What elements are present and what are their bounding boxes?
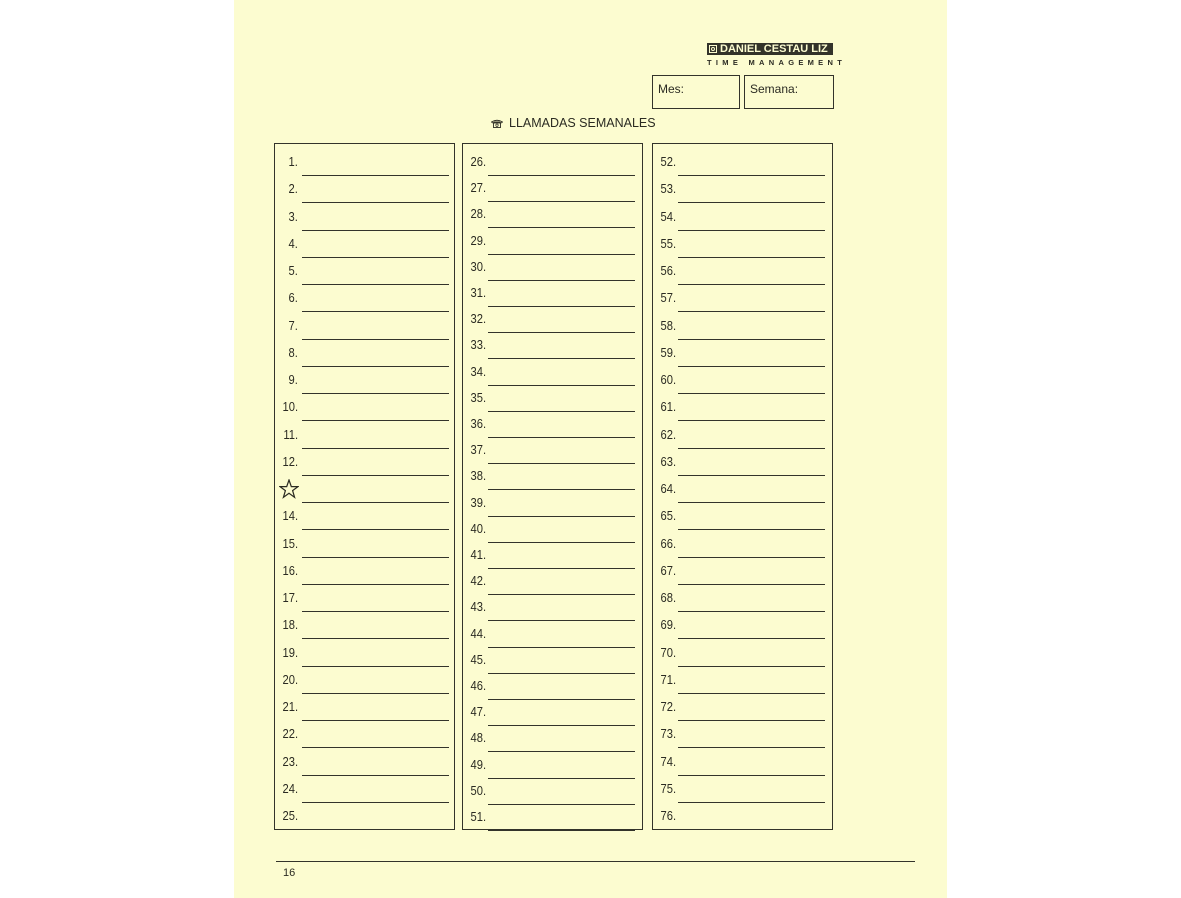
call-entry-line[interactable]: [302, 475, 449, 476]
call-number: 43.: [470, 599, 486, 615]
call-row: [653, 395, 832, 422]
call-row: [653, 586, 832, 613]
call-row: [463, 779, 642, 806]
call-entry-line[interactable]: [302, 829, 449, 830]
call-number: 50.: [470, 782, 486, 798]
week-field[interactable]: [744, 75, 834, 109]
call-number: 35.: [470, 389, 486, 405]
call-row: [463, 753, 642, 780]
call-entry-line[interactable]: [678, 693, 825, 694]
call-number: 63.: [660, 453, 676, 469]
footer-divider: [276, 861, 915, 862]
call-number: 39.: [470, 494, 486, 510]
call-row: [275, 286, 454, 313]
call-number: 47.: [470, 704, 486, 720]
call-number: 25.: [282, 808, 298, 823]
call-row: [463, 360, 642, 387]
call-row: [275, 259, 454, 286]
call-number: 29.: [470, 232, 486, 248]
call-entry-line[interactable]: [302, 584, 449, 585]
call-row: [463, 176, 642, 203]
call-entry-line[interactable]: [302, 693, 449, 694]
call-entry-line[interactable]: [302, 230, 449, 231]
call-number: 44.: [470, 625, 486, 641]
call-entry-line[interactable]: [678, 666, 825, 667]
call-entry-line[interactable]: [678, 475, 825, 476]
month-field[interactable]: [652, 75, 740, 109]
page-number: 16: [283, 867, 296, 879]
call-row: [275, 804, 454, 831]
call-entry-line[interactable]: [678, 557, 825, 558]
call-row: [275, 314, 454, 341]
call-entry-line[interactable]: [678, 257, 825, 258]
call-entry-line[interactable]: [302, 666, 449, 667]
call-number: 61.: [660, 399, 676, 415]
call-entry-line[interactable]: [302, 257, 449, 258]
call-number: 28.: [470, 206, 486, 222]
call-number: 31.: [470, 285, 486, 300]
call-row: [463, 595, 642, 622]
call-number: 23.: [282, 753, 298, 769]
call-row: [463, 412, 642, 439]
call-entry-line[interactable]: [302, 747, 449, 748]
call-row: [275, 450, 454, 477]
call-row: [463, 805, 642, 832]
call-number: 30.: [470, 258, 486, 274]
call-number: 12.: [282, 453, 298, 469]
call-entry-line[interactable]: [678, 366, 825, 367]
call-number: 32.: [470, 311, 486, 327]
call-row: [653, 150, 832, 177]
call-row: [275, 559, 454, 586]
call-row: [653, 613, 832, 640]
call-row: [463, 491, 642, 518]
call-entry-line[interactable]: [678, 802, 825, 803]
call-entry-line[interactable]: [302, 557, 449, 558]
call-entry-line[interactable]: [678, 420, 825, 421]
call-number: 8.: [288, 344, 298, 360]
call-entry-line[interactable]: [302, 339, 449, 340]
call-entry-line[interactable]: [302, 502, 449, 503]
call-row: [653, 177, 832, 204]
call-entry-line[interactable]: [678, 339, 825, 340]
call-row: [653, 423, 832, 450]
call-row: [463, 229, 642, 256]
call-row: [275, 695, 454, 722]
call-number: 4.: [288, 235, 298, 251]
call-number: 16.: [282, 562, 298, 578]
call-entry-line[interactable]: [678, 611, 825, 612]
call-entry-line[interactable]: [488, 830, 635, 831]
call-row: [463, 307, 642, 334]
call-entry-line[interactable]: [302, 393, 449, 394]
call-row: [653, 286, 832, 313]
call-row: [463, 386, 642, 413]
call-number: 66.: [660, 535, 676, 551]
call-row: [275, 232, 454, 259]
brand-name: DANIEL CESTAU LIZ: [720, 43, 828, 55]
call-number: 11.: [283, 426, 298, 442]
call-entry-line[interactable]: [302, 366, 449, 367]
call-number: 10.: [282, 399, 298, 415]
call-number: 5.: [288, 263, 298, 278]
call-number: 27.: [470, 180, 486, 196]
call-row: [653, 232, 832, 259]
call-number: 70.: [660, 644, 676, 660]
call-number: 55.: [660, 235, 676, 251]
call-row: [463, 648, 642, 675]
call-row: [275, 613, 454, 640]
call-entry-line[interactable]: [678, 502, 825, 503]
call-number: 7.: [288, 317, 298, 333]
call-number: 2.: [288, 181, 298, 197]
call-number: 6.: [288, 290, 298, 306]
call-number: 19.: [282, 644, 298, 660]
call-number: 45.: [470, 651, 486, 667]
call-number: 54.: [660, 208, 676, 224]
call-row: [463, 622, 642, 649]
call-number: 40.: [470, 520, 486, 536]
call-number: 76.: [660, 808, 676, 823]
call-row: [275, 205, 454, 232]
call-number: 33.: [470, 337, 486, 353]
call-entry-line[interactable]: [302, 448, 449, 449]
call-row: [653, 668, 832, 695]
call-row: [653, 532, 832, 559]
call-column-2: [462, 143, 643, 830]
call-number: 22.: [282, 726, 298, 742]
call-number: 72.: [660, 699, 676, 714]
call-row: [653, 722, 832, 749]
call-entry-line[interactable]: [678, 584, 825, 585]
call-row: [275, 477, 454, 504]
call-number: 42.: [470, 573, 486, 589]
call-row: [275, 368, 454, 395]
call-row: [275, 177, 454, 204]
call-row: [463, 569, 642, 596]
call-row: [653, 477, 832, 504]
call-number: 46.: [470, 678, 486, 693]
page-title-text: LLAMADAS SEMANALES: [509, 116, 656, 130]
call-number: 65.: [660, 508, 676, 524]
call-entry-line[interactable]: [678, 202, 825, 203]
call-entry-line[interactable]: [302, 311, 449, 312]
call-row: [275, 668, 454, 695]
call-number: 36.: [470, 416, 486, 431]
call-number: 52.: [660, 154, 676, 169]
call-number: 64.: [660, 481, 676, 496]
call-entry-line[interactable]: [678, 284, 825, 285]
call-row: [275, 423, 454, 450]
call-row: [275, 341, 454, 368]
call-row: [653, 695, 832, 722]
call-number: 18.: [282, 617, 298, 633]
call-row: [463, 726, 642, 753]
call-row: [653, 259, 832, 286]
call-row: [463, 674, 642, 701]
call-row: [275, 586, 454, 613]
brand-logo: [707, 43, 847, 67]
call-entry-line[interactable]: [302, 775, 449, 776]
call-row: [275, 641, 454, 668]
call-number: 34.: [470, 363, 486, 379]
call-number: 9.: [288, 372, 298, 387]
call-entry-line[interactable]: [678, 638, 825, 639]
call-entry-line[interactable]: [302, 284, 449, 285]
star-icon: [279, 479, 299, 499]
call-number: 3.: [288, 208, 298, 224]
call-row: [463, 517, 642, 544]
call-number: 74.: [660, 753, 676, 769]
call-entry-line[interactable]: [678, 175, 825, 176]
call-entry-line[interactable]: [302, 202, 449, 203]
call-number: 73.: [660, 726, 676, 742]
call-row: [653, 205, 832, 232]
call-number: 20.: [282, 671, 298, 687]
call-entry-line[interactable]: [302, 638, 449, 639]
telephone-icon: [491, 119, 503, 128]
copyright-icon: [709, 45, 717, 53]
call-row: [275, 504, 454, 531]
call-row: [653, 804, 832, 831]
call-row: [275, 722, 454, 749]
call-number: 56.: [660, 263, 676, 278]
call-number: 17.: [282, 590, 298, 605]
call-row: [463, 255, 642, 282]
call-entry-line[interactable]: [678, 311, 825, 312]
call-row: [275, 750, 454, 777]
call-row: [653, 368, 832, 395]
week-label: Semana:: [750, 82, 799, 96]
call-row: [653, 314, 832, 341]
call-number: 68.: [660, 590, 676, 605]
call-entry-line[interactable]: [678, 829, 825, 830]
call-row: [653, 641, 832, 668]
month-label: Mes:: [658, 82, 685, 96]
call-number: 51.: [470, 809, 486, 824]
call-row: [275, 395, 454, 422]
call-number: 71.: [660, 671, 676, 687]
brand-name-bar: [707, 43, 833, 55]
call-entry-line[interactable]: [678, 775, 825, 776]
call-row: [463, 281, 642, 308]
call-number: 57.: [660, 290, 676, 306]
call-number: 67.: [660, 562, 676, 578]
call-number: 41.: [470, 547, 486, 562]
call-row: [653, 504, 832, 531]
call-column-3: [652, 143, 833, 830]
brand-tagline: TIME MANAGEMENT: [707, 58, 847, 67]
call-entry-line[interactable]: [678, 529, 825, 530]
call-number: 26.: [470, 154, 486, 169]
call-number: 48.: [470, 730, 486, 746]
call-row: [463, 464, 642, 491]
call-entry-line[interactable]: [678, 747, 825, 748]
call-entry-line[interactable]: [678, 393, 825, 394]
call-number: 24.: [282, 780, 298, 796]
call-number: 59.: [660, 344, 676, 360]
call-number: 75.: [660, 780, 676, 796]
call-entry-line[interactable]: [302, 802, 449, 803]
call-row: [463, 333, 642, 360]
call-number: 53.: [660, 181, 676, 197]
call-number: 58.: [660, 317, 676, 333]
call-entry-line[interactable]: [302, 611, 449, 612]
call-number: 37.: [470, 442, 486, 458]
call-entry-line[interactable]: [302, 420, 449, 421]
call-row: [275, 150, 454, 177]
call-row: [463, 438, 642, 465]
call-row: [653, 450, 832, 477]
call-entry-line[interactable]: [302, 720, 449, 721]
call-entry-line[interactable]: [678, 448, 825, 449]
call-row: [275, 777, 454, 804]
call-number: 1.: [288, 154, 298, 169]
call-number: 60.: [660, 372, 676, 387]
call-number: 62.: [660, 426, 676, 442]
call-entry-line[interactable]: [302, 529, 449, 530]
call-number: 14.: [282, 508, 298, 524]
call-entry-line[interactable]: [302, 175, 449, 176]
call-row: [653, 750, 832, 777]
call-row: [463, 543, 642, 570]
call-number: 21.: [282, 699, 298, 714]
page-title: [491, 116, 656, 130]
call-number: 38.: [470, 468, 486, 484]
call-row: [653, 559, 832, 586]
call-row: [463, 700, 642, 727]
call-number: 49.: [470, 756, 486, 772]
call-row: [653, 777, 832, 804]
call-row: [653, 341, 832, 368]
call-number: 69.: [660, 617, 676, 633]
call-row: [463, 202, 642, 229]
call-entry-line[interactable]: [678, 720, 825, 721]
call-row: [275, 532, 454, 559]
call-number: 15.: [282, 535, 298, 551]
call-row: [463, 150, 642, 177]
call-entry-line[interactable]: [678, 230, 825, 231]
call-column-1: [274, 143, 455, 830]
